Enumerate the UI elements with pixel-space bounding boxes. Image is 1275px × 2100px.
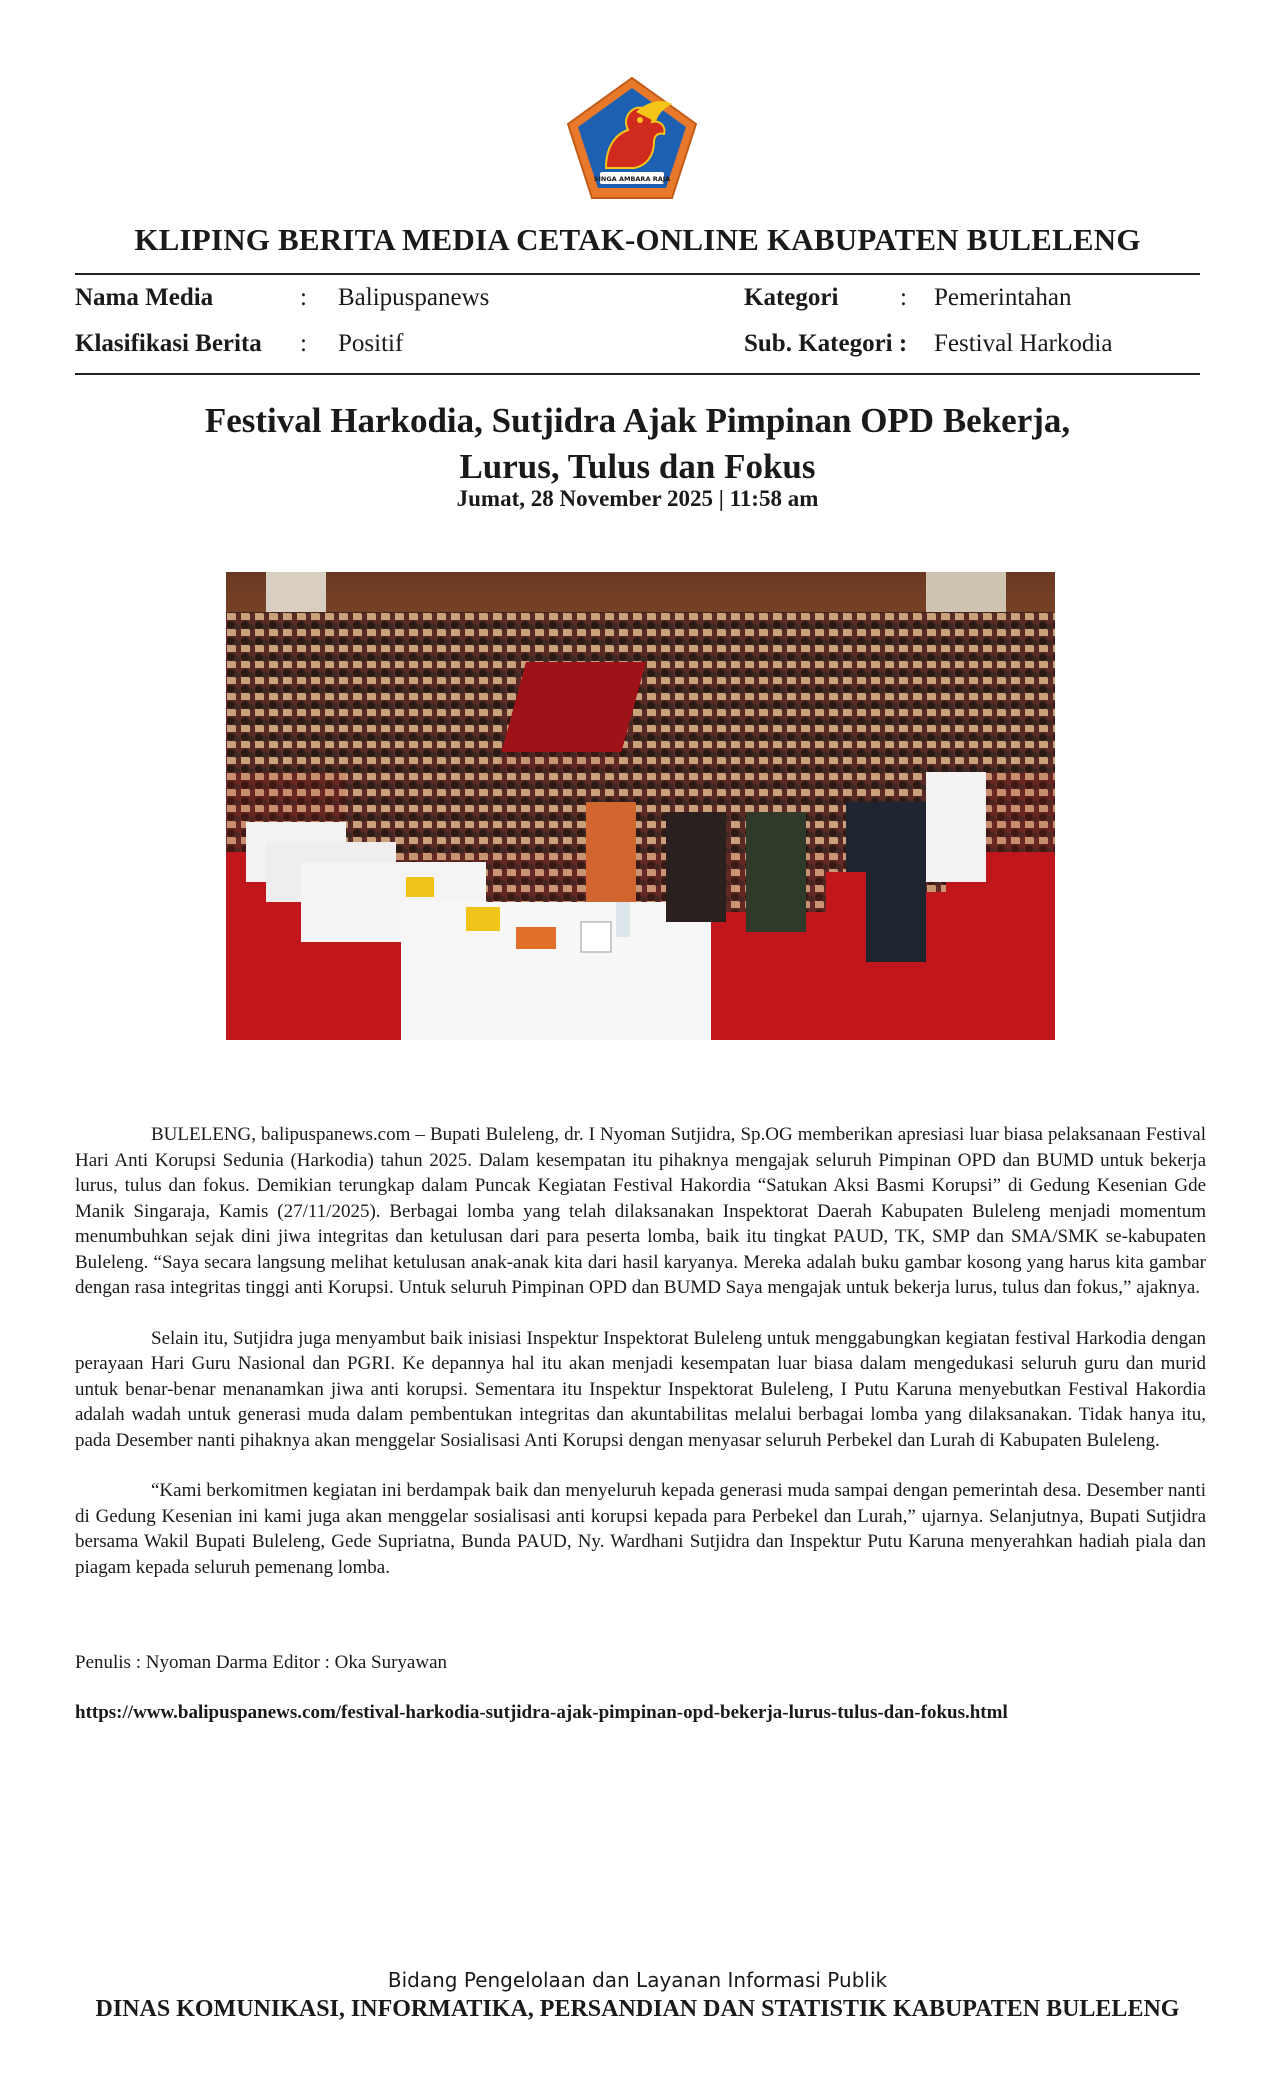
article-title [0, 398, 1275, 490]
article-paragraph-2: Selain itu, Sutjidra juga menyambut baik inisiasi Inspektur Inspektorat Buleleng untuk menggabungkan kegiatan festival Harkodia dengan perayaan Hari Guru Nasional dan PGRI. Ke depannya hal itu akan menjadi kesempatan luar biasa dalam mengedukasi seluruh guru dan murid untuk benar-benar menanamkan jiwa anti korupsi. Sementara itu Inspektur Inspektorat Buleleng, I Putu Karuna menyebutkan Festival Hakordia adalah wadah untuk generasi muda dalam pembentukan integritas dan akuntabilitas melalui berbagai lomba yang dilaksanakan. Tidak hanya itu, pada Desember nanti pihaknya akan menggelar Sosialisasi Anti Korupsi dengan menyasar seluruh Perbekel dan Lurah di Kabupaten Buleleng. [75, 1327, 1206, 1451]
kategori-label: Kategori [744, 284, 839, 311]
kategori-value: Pemerintahan [934, 284, 1072, 311]
top-divider [75, 273, 1200, 275]
author-editor-credit: Penulis : Nyoman Darma Editor : Oka Suryawan [75, 1652, 448, 1673]
sub-kategori-value: Festival Harkodia [934, 330, 1113, 357]
article-paragraph-1: BULELENG, balipuspanews.com – Bupati Buleleng, dr. I Nyoman Sutjidra, Sp.OG memberikan apresiasi luar biasa pelaksanaan Festival Hari Anti Korupsi Sedunia (Harkodia) tahun 2025. Dalam kesempatan itu pihaknya mengajak seluruh Pimpinan OPD dan BUMD untuk bekerja lurus, tulus dan fokus. Demikian terungkap dalam Puncak Kegiatan Festival Hakordia “Satukan Aksi Basmi Korupsi” di Gedung Kesenian Gde Manik Singaraja, Kamis (27/11/2025). Berbagai lomba yang telah dilaksanakan Inspektorat Daerah Kabupaten Buleleng menjadi momentum menumbuhkan sejak dini jiwa integritas dan ketulusan dari para peserta lomba, baik itu tingkat PAUD, TK, SMP dan SMA/SMK se-kabupaten Buleleng. “Saya secara langsung melihat ketulusan anak-anak kita dari hasil karyanya. Mereka adalah buku gambar kosong yang harus kita gambar dengan rasa integritas tinggi anti Korupsi. Untuk seluruh Pimpinan OPD dan BUMD Saya mengajak untuk bekerja lurus, tulus dan fokus,” ajaknya. [75, 1124, 1206, 1298]
footer-agency: DINAS KOMUNIKASI, INFORMATIKA, PERSANDIAN DAN STATISTIK KABUPATEN BULELENG [95, 1996, 1180, 2022]
sub-kategori-label: Sub. Kategori : [744, 330, 908, 357]
nama-media-label: Nama Media [75, 284, 214, 311]
page-title: KLIPING BERITA MEDIA CETAK-ONLINE KABUPATEN BULELENG [134, 222, 1141, 257]
event-audience-photo [226, 572, 1055, 1040]
svg-text:SINGA AMBARA RAJA: SINGA AMBARA RAJA [593, 175, 671, 183]
article-body [75, 1122, 1206, 1605]
singa-ambara-raja-emblem-icon [566, 76, 698, 200]
klasifikasi-label: Klasifikasi Berita [75, 330, 262, 357]
klasifikasi-separator: : [300, 330, 307, 357]
article-title-line-2: Lurus, Tulus dan Fokus [459, 447, 816, 486]
article-paragraph-3: “Kami berkomitmen kegiatan ini berdampak baik dan menyeluruh kepada generasi muda sampai dengan pemerintah desa. Desember nanti di Gedung Kesenian ini kami juga akan menggelar sosialisasi anti korupsi kepada para Perbekel dan Lurah,” ujarnya. Selanjutnya, Bupati Sutjidra bersama Wakil Bupati Buleleng, Gede Supriatna, Bunda PAUD, Ny. Wardhani Sutjidra dan Inspektur Putu Karuna menyerahkan hadiah piala dan piagam kepada seluruh pemenang lomba. [75, 1480, 1206, 1578]
nama-media-separator: : [300, 284, 307, 311]
article-date: Jumat, 28 November 2025 | 11:58 am [456, 486, 819, 511]
klasifikasi-value: Positif [338, 330, 404, 357]
article-title-line-1: Festival Harkodia, Sutjidra Ajak Pimpinan OPD Bekerja, [204, 401, 1071, 440]
kategori-separator: : [900, 284, 907, 311]
meta-divider [75, 373, 1200, 375]
nama-media-value: Balipuspanews [338, 284, 490, 311]
footer-unit: Bidang Pengelolaan dan Layanan Informasi Publik [387, 1968, 888, 1992]
source-url[interactable]: https://www.balipuspanews.com/festival-harkodia-sutjidra-ajak-pimpinan-opd-bekerja-lurus-tulus-dan-fokus.html [75, 1702, 1008, 1723]
